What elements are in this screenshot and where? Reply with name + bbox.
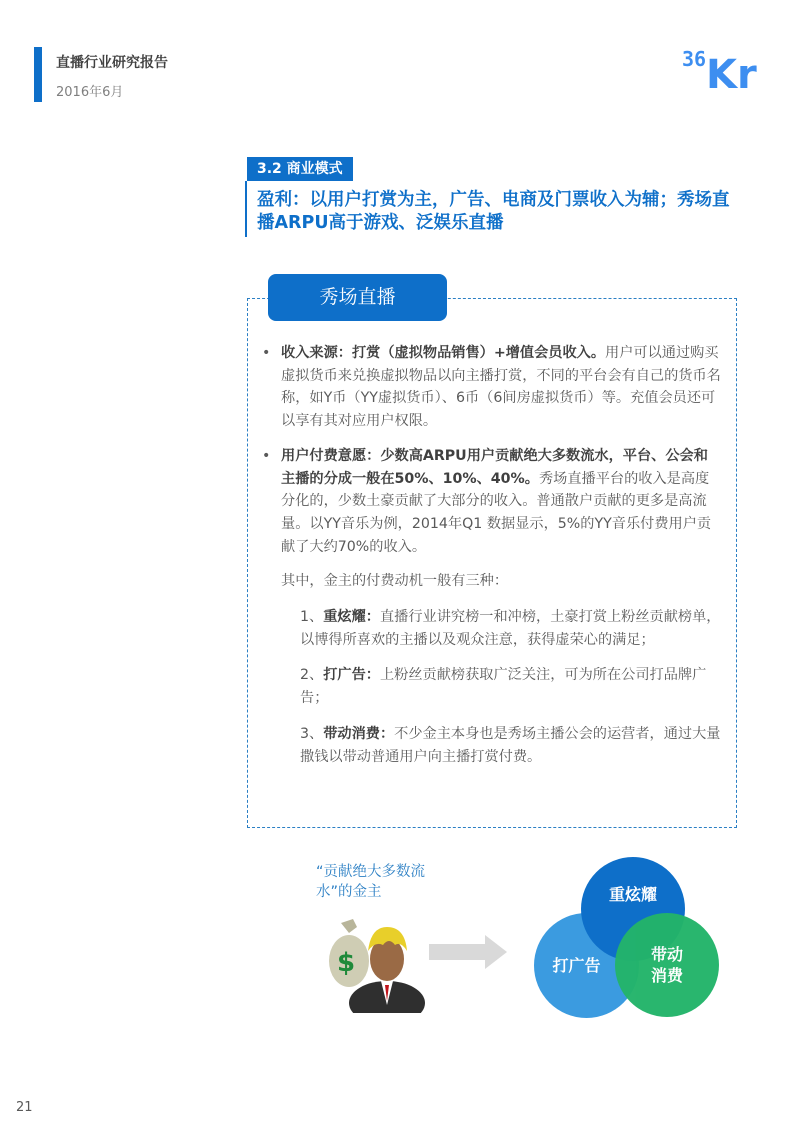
motive-text: 上粉丝贡献榜获取广泛关注，可为所在公司打品牌广告； — [300, 667, 707, 707]
content-body — [262, 342, 722, 781]
report-title: 直播行业研究报告 — [56, 55, 168, 71]
motive-num: 3、 — [300, 725, 324, 742]
box-tab-label: 秀场直播 — [268, 274, 447, 321]
bullet-bold: 用户付费意愿：少数高ARPU用户贡献绝大多数流水，平台、公会和主播的分成一般在50%、10%、40%。 — [281, 447, 708, 487]
bullet-payment-willingness — [262, 445, 722, 559]
svg-text:36: 36 — [682, 47, 707, 71]
motive-text: 不少金主本身也是秀场主播公会的运营者，通过大量撒钱以带动普通用户向主播打赏付费。 — [300, 725, 721, 765]
circle-label: 打广告 — [552, 956, 601, 975]
section-divider — [245, 181, 247, 237]
bullet-text: 用户可以通过购买虚拟货币来兑换虚拟物品以向主播打赏，不同的平台会有自己的货币名称，如Y币（YY虚拟货币）、6币（6间房虚拟货币）等。充值会员还可以享有其对应用户权限。 — [281, 345, 721, 430]
bullet-dot-icon: • — [262, 345, 271, 361]
circle-label: 重炫耀 — [608, 884, 657, 904]
header-accent-bar — [34, 47, 42, 102]
bullet-dot-icon: • — [262, 447, 271, 464]
motive-item — [262, 723, 722, 768]
arrow-right-icon — [429, 935, 507, 969]
section-heading: 盈利：以用户打赏为主，广告、电商及门票收入为辅；秀场直播ARPU高于游戏、泛娱乐直播 — [257, 190, 730, 233]
svg-text:$: $ — [337, 948, 356, 978]
circle-drive-consumption — [615, 913, 719, 1017]
motive-num: 1、 — [300, 609, 324, 626]
motive-title: 带动消费： — [323, 725, 395, 742]
motives-intro: 其中，金主的付费动机一般有三种： — [281, 573, 509, 590]
motive-item — [262, 606, 722, 651]
bullet-text: 秀场直播平台的收入是高度分化的，少数土豪贡献了大部分的收入。普通散户贡献的更多是高流量。以YY音乐为例，2014年Q1 数据显示，5%的YY音乐付费用户贡献了大约70%的收入。 — [281, 470, 712, 555]
section-tag: 3.2 商业模式 — [247, 157, 353, 181]
page-number: 21 — [16, 1100, 33, 1115]
motive-title: 重炫耀： — [323, 609, 380, 626]
figure-label: “贡献绝大多数流水”的金主 — [316, 864, 426, 900]
svg-text:Kr: Kr — [706, 52, 757, 92]
motive-text: 直播行业讲究榜一和冲榜，土豪打赏上粉丝贡献榜单，以博得所喜欢的主播以及观众注意，获得虚荣心的满足； — [300, 609, 721, 648]
bullet-revenue-source — [262, 342, 722, 433]
motive-num: 2、 — [300, 667, 324, 684]
bullet-bold: 收入来源：打赏（虚拟物品销售）+增值会员收入。 — [281, 345, 606, 361]
36kr-logo-icon — [682, 44, 762, 92]
motive-item — [262, 664, 722, 709]
report-date: 2016年6月 — [56, 85, 124, 100]
motive-title: 打广告： — [323, 667, 380, 684]
rich-patron-money-bag-icon — [327, 915, 427, 1013]
circle-label: 带动消费 — [650, 945, 683, 985]
